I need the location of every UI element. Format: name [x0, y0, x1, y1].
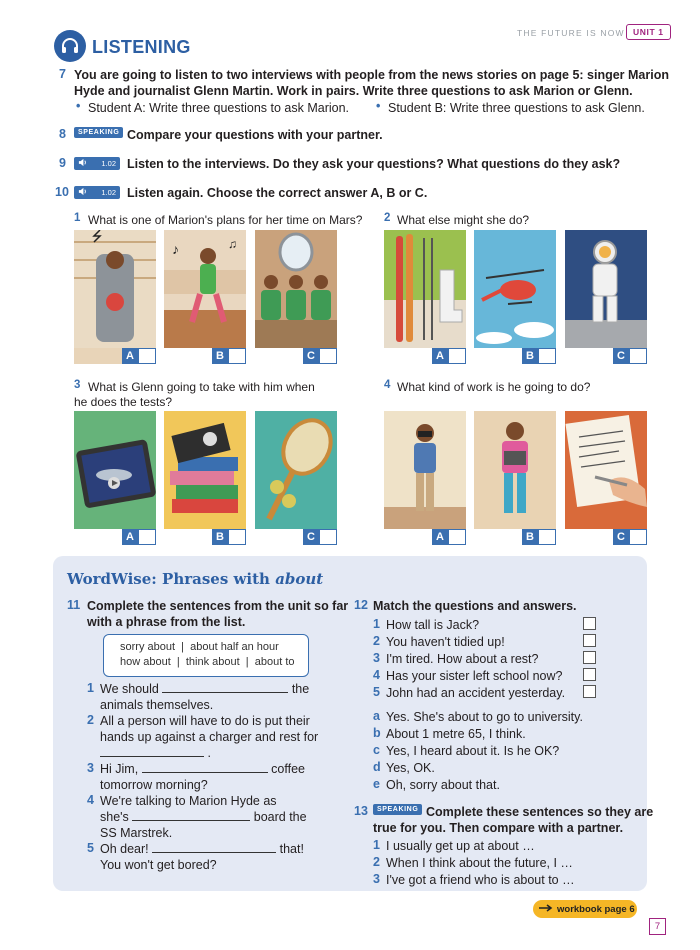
- question-text-line1: What is Glenn going to take with him when: [88, 380, 315, 394]
- option-letter: C: [613, 529, 629, 545]
- question-text: What else might she do?: [397, 213, 530, 227]
- option-letter: C: [613, 348, 629, 364]
- picture-hand-writing: [565, 411, 647, 545]
- option-letter: B: [522, 529, 538, 545]
- picture-man-with-binoculars: [384, 411, 466, 545]
- exercise-13-line2: true for you. Then compare with a partner.: [373, 821, 624, 835]
- sentence-part: We should the: [100, 682, 310, 696]
- answer-checkbox[interactable]: [448, 529, 466, 545]
- match-answer-box[interactable]: [583, 634, 596, 647]
- speaking-tag: SPEAKING: [74, 127, 123, 138]
- sentence-starter: When I think about the future, I …: [386, 856, 573, 870]
- exercise-12-text: Match the questions and answers.: [373, 599, 577, 613]
- unit-badge: UNIT 1: [626, 24, 671, 40]
- option-letter: B: [522, 348, 538, 364]
- phrase-list-box: [103, 634, 309, 677]
- speaker-icon: [78, 187, 87, 198]
- audio-track-button[interactable]: [74, 157, 120, 170]
- student-b-instruction: Student B: Write three questions to ask Glenn.: [388, 101, 645, 115]
- sentence-part: animals themselves.: [100, 698, 214, 712]
- picture-ski-equipment: [384, 230, 466, 364]
- picture-three-people-seated: [255, 230, 337, 364]
- sentence-part: We're talking to Marion Hyde as: [100, 794, 277, 808]
- match-answer-box[interactable]: [583, 651, 596, 664]
- exercise-number: 13: [354, 804, 368, 818]
- option-letter: A: [122, 348, 138, 364]
- exercise-10-text: Listen again. Choose the correct answer A, B or C.: [127, 186, 428, 200]
- picture-helicopter: [474, 230, 556, 364]
- answer-checkbox[interactable]: [538, 529, 556, 545]
- exercise-number: 12: [354, 598, 368, 612]
- match-answer-box[interactable]: [583, 617, 596, 630]
- answer-letter: c: [373, 743, 380, 757]
- answer-blank[interactable]: [100, 746, 204, 757]
- match-question: How tall is Jack?: [386, 618, 480, 632]
- question-text: What is one of Marion's plans for her time on Mars?: [88, 213, 363, 227]
- answer-checkbox[interactable]: [538, 348, 556, 364]
- option-letter: B: [212, 529, 228, 545]
- sentence-part: Oh dear! that!: [100, 842, 304, 856]
- item-number: 4: [373, 668, 380, 682]
- exercise-number: 8: [59, 127, 66, 141]
- svg-text:♪: ♪: [172, 241, 179, 257]
- bullet: •: [376, 99, 381, 113]
- option-letter: A: [122, 529, 138, 545]
- match-question: I'm tired. How about a rest?: [386, 652, 539, 666]
- bullet: •: [76, 99, 81, 113]
- item-number: 1: [373, 617, 380, 631]
- answer-letter: a: [373, 709, 380, 723]
- match-answer-box[interactable]: [583, 668, 596, 681]
- picture-sleeping-bag: [74, 230, 156, 364]
- match-answer: Yes, I heard about it. Is he OK?: [386, 744, 560, 758]
- option-letter: A: [432, 348, 448, 364]
- sentence-part: she's board the: [100, 810, 307, 824]
- exercise-number: 7: [59, 67, 66, 81]
- answer-checkbox[interactable]: [629, 529, 647, 545]
- answer-checkbox[interactable]: [228, 348, 246, 364]
- match-question: John had an accident yesterday.: [386, 686, 566, 700]
- option-letter: C: [303, 348, 319, 364]
- headphones-icon: [54, 30, 86, 62]
- exercise-7-line2: Hyde and journalist Glenn Martin. Work in pairs. Write three questions to ask Marion or Glenn.: [74, 84, 633, 98]
- question-number: 3: [74, 379, 81, 391]
- option-letter: B: [212, 348, 228, 364]
- picture-astronaut: [565, 230, 647, 364]
- exercise-11-line1: Complete the sentences from the unit so far: [87, 599, 349, 613]
- question-text: What kind of work is he going to do?: [397, 380, 591, 394]
- picture-man-reading: [474, 411, 556, 545]
- item-number: 5: [373, 685, 380, 699]
- running-head: THE FUTURE IS NOW: [517, 28, 625, 38]
- answer-checkbox[interactable]: [138, 348, 156, 364]
- exercise-9-text: Listen to the interviews. Do they ask your questions? What questions do they ask?: [127, 157, 621, 171]
- sentence-part: Hi Jim, coffee: [100, 762, 305, 776]
- exercise-8-text: Compare your questions with your partner.: [127, 128, 383, 142]
- exercise-number: 11: [67, 598, 81, 612]
- item-number: 4: [87, 793, 94, 807]
- picture-tablet-ufo: [74, 411, 156, 545]
- match-answer-box[interactable]: [583, 685, 596, 698]
- picture-stack-of-books: [164, 411, 246, 545]
- option-letter: A: [432, 529, 448, 545]
- sentence-starter: I usually get up at about …: [386, 839, 535, 853]
- exercise-number: 10: [55, 185, 69, 199]
- exercise-11-line2: with a phrase from the list.: [87, 615, 246, 629]
- section-title: LISTENING: [92, 37, 191, 57]
- exercise-number: 9: [59, 156, 66, 170]
- svg-text:♫: ♫: [228, 237, 237, 251]
- item-number: 2: [373, 855, 380, 869]
- answer-blank[interactable]: [152, 842, 276, 853]
- answer-checkbox[interactable]: [319, 348, 337, 364]
- sentence-starter: I've got a friend who is about to …: [386, 873, 575, 887]
- answer-letter: b: [373, 726, 381, 740]
- match-answer: Yes, OK.: [386, 761, 435, 775]
- match-answer: Oh, sorry about that.: [386, 778, 500, 792]
- answer-blank[interactable]: [132, 810, 250, 821]
- sentence-part: .: [100, 745, 211, 761]
- sentence-part: You won't get bored?: [100, 858, 217, 872]
- question-text-line2: he does the tests?: [74, 395, 173, 409]
- answer-blank[interactable]: [162, 682, 288, 693]
- exercise-13-line1: Complete these sentences so they are: [426, 805, 654, 819]
- speaker-icon: [78, 158, 87, 169]
- match-answer: Yes. She's about to go to university.: [386, 710, 583, 724]
- sentence-part: All a person will have to do is put their: [100, 714, 310, 728]
- sentence-part: tomorrow morning?: [100, 778, 208, 792]
- item-number: 1: [87, 681, 94, 695]
- item-number: 3: [373, 872, 380, 886]
- answer-checkbox[interactable]: [448, 348, 466, 364]
- option-letter: C: [303, 529, 319, 545]
- page-number: 7: [649, 918, 666, 935]
- answer-checkbox[interactable]: [228, 529, 246, 545]
- answer-blank[interactable]: [142, 762, 268, 773]
- answer-checkbox[interactable]: [629, 348, 647, 364]
- wordwise-title: WordWise: Phrases with about: [67, 570, 324, 588]
- answer-checkbox[interactable]: [138, 529, 156, 545]
- speaking-tag: SPEAKING: [373, 804, 422, 815]
- phrase-list-line1: sorry about | about half an hour: [120, 641, 279, 653]
- exercise-7-line1: You are going to listen to two interviews with people from the news stories on page 5: singer Marion: [74, 68, 669, 82]
- audio-track-button[interactable]: [74, 186, 120, 199]
- sentence-part: hands up against a charger and rest for: [100, 730, 319, 744]
- answer-checkbox[interactable]: [319, 529, 337, 545]
- answer-letter: d: [373, 760, 381, 774]
- match-question: You haven't tidied up!: [386, 635, 505, 649]
- workbook-link-label: workbook page 6: [557, 903, 635, 915]
- item-number: 2: [87, 713, 94, 727]
- item-number: 5: [87, 841, 94, 855]
- audio-track-number: 1.02: [101, 159, 116, 168]
- workbook-link[interactable]: [533, 900, 637, 918]
- phrase-list-line2: how about | think about | about to: [120, 656, 295, 668]
- item-number: 2: [373, 634, 380, 648]
- item-number: 3: [373, 651, 380, 665]
- answer-letter: e: [373, 777, 380, 791]
- item-number: 1: [373, 838, 380, 852]
- picture-tennis-racket: [255, 411, 337, 545]
- question-number: 2: [384, 212, 391, 224]
- question-number: 1: [74, 212, 81, 224]
- arrow-right-icon: [539, 904, 553, 915]
- item-number: 3: [87, 761, 94, 775]
- student-a-instruction: Student A: Write three questions to ask Marion.: [88, 101, 350, 115]
- question-number: 4: [384, 379, 391, 391]
- audio-track-number: 1.02: [101, 188, 116, 197]
- sentence-part: SS Marstrek.: [100, 826, 173, 840]
- match-answer: About 1 metre 65, I think.: [386, 727, 526, 741]
- picture-singing: [164, 230, 246, 364]
- match-question: Has your sister left school now?: [386, 669, 563, 683]
